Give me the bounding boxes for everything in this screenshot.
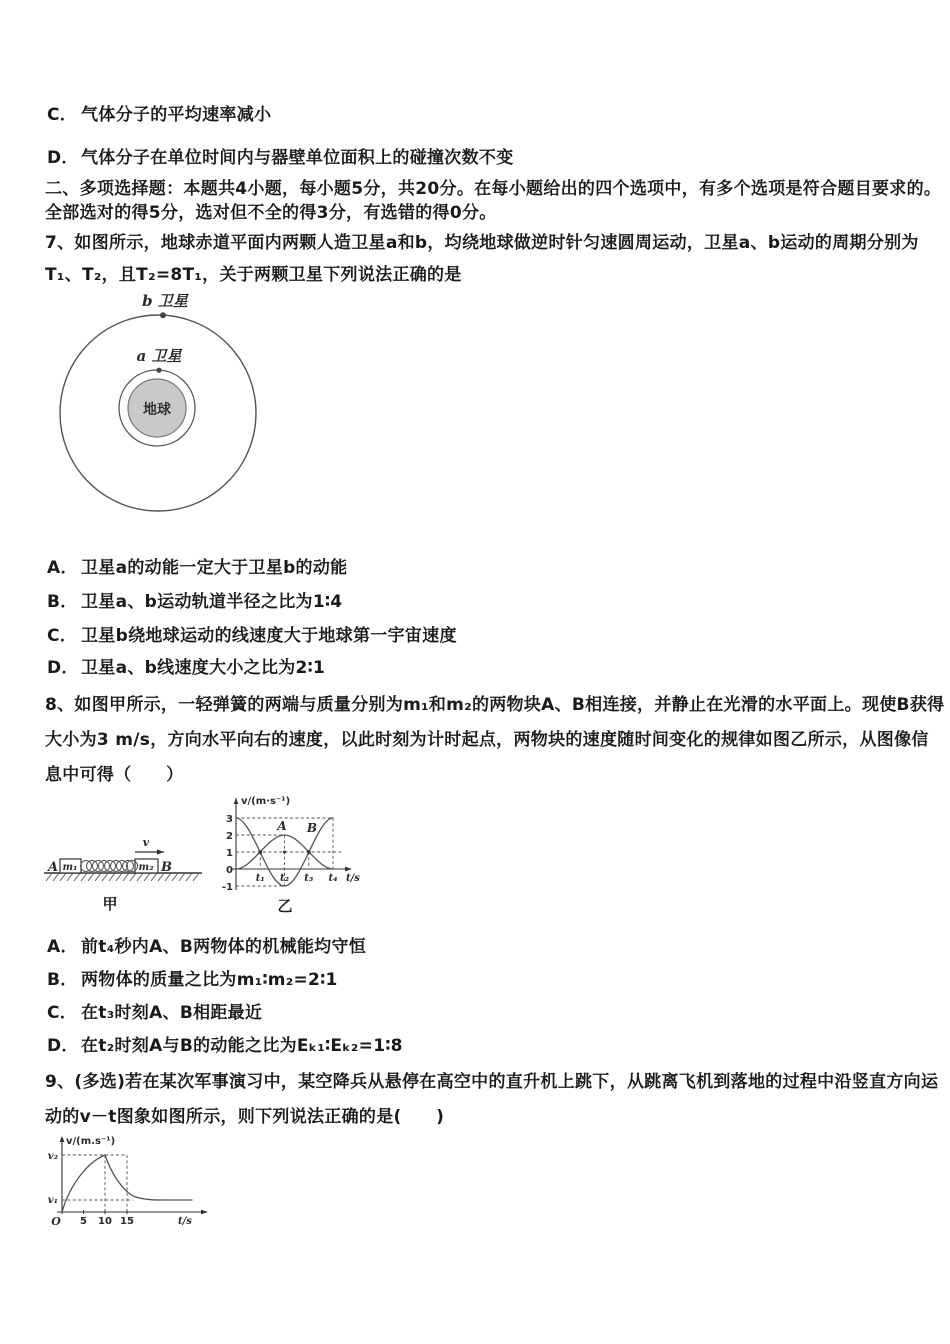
option-row — [47, 653, 325, 678]
option-label: D． — [47, 658, 79, 678]
option-label: B． — [47, 970, 78, 990]
figure-yi-caption: 乙 — [277, 897, 293, 915]
ground-hatching — [46, 873, 199, 881]
q8-spring-blocks-figure — [40, 833, 215, 893]
option-row — [47, 621, 457, 646]
v1-label: v₁ — [47, 1195, 58, 1206]
origin-label: O — [51, 1215, 61, 1228]
q7-stem-line1: 7、如图所示，地球赤道平面内两颗人造卫星a和b，均绕地球做逆时针匀速圆周运动，卫星a、b运动的周期分别为 — [45, 233, 919, 253]
xtick-t3: t₃ — [304, 873, 314, 884]
x-axis-arrowhead — [345, 867, 352, 872]
option-label: D． — [47, 1036, 79, 1056]
velocity-label: v — [142, 836, 150, 849]
ytick-3: 3 — [226, 814, 233, 825]
xtick-t2: t₂ — [280, 873, 289, 884]
section-header-line2: 全部选对的得5分，选对但不全的得3分，有选错的得0分。 — [45, 203, 497, 223]
ytick-2: 2 — [226, 831, 233, 842]
option-text: 气体分子在单位时间内与器壁单位面积上的碰撞次数不变 — [81, 148, 514, 168]
option-text: 在t₂时刻A与B的动能之比为Eₖ₁∶Eₖ₂=1∶8 — [81, 1036, 403, 1056]
option-label: C． — [47, 626, 78, 646]
block-B-label: B — [161, 860, 172, 875]
option-label: A． — [47, 937, 78, 957]
satellite-a-dot — [156, 368, 161, 373]
v2-label: v₂ — [47, 1151, 58, 1162]
q7-satellite-orbits-figure — [35, 293, 335, 543]
curve-A-label: A — [277, 819, 287, 833]
x-axis-label: t/s — [178, 1216, 192, 1227]
option-row — [47, 998, 262, 1023]
spring-coils — [81, 861, 138, 872]
option-row — [47, 932, 366, 957]
ytick-neg1: -1 — [221, 882, 233, 893]
option-text: 卫星a、b线速度大小之比为2∶1 — [81, 658, 326, 678]
option-label: B． — [47, 592, 78, 612]
satellite-a-label: a 卫星 — [136, 347, 182, 365]
q9-stem-line1: 9、(多选)若在某次军事演习中，某空降兵从悬停在高空中的直升机上跳下，从跳离飞机到落地的过程中沿竖直方向运 — [45, 1072, 939, 1092]
option-text: 卫星b绕地球运动的线速度大于地球第一宇宙速度 — [81, 626, 457, 646]
option-label: C． — [47, 105, 78, 125]
xtick-t1: t₁ — [255, 873, 265, 884]
curve-B-label: B — [306, 821, 318, 835]
ytick-0: 0 — [226, 865, 233, 876]
q8-stem-line3: 息中可得（ ） — [45, 765, 184, 785]
xtick-5: 5 — [80, 1216, 87, 1227]
q8-stem-line2: 大小为3 m/s，方向水平向右的速度，以此时刻为计时起点，两物块的速度随时间变化的规律如图乙所示，从图像信 — [45, 730, 929, 750]
x-axis-arrowhead — [201, 1210, 208, 1215]
q8-stem-line1: 8、如图甲所示，一轻弹簧的两端与质量分别为m₁和m₂的两物块A、B相连接，并静止在光滑的水平面上。现使B获得 — [45, 695, 945, 715]
option-label: D． — [47, 148, 79, 168]
option-text: 在t₃时刻A、B相距最近 — [81, 1003, 263, 1023]
mass-m2-label: m₂ — [138, 862, 154, 873]
y-axis-label: v/(m·s⁻¹) — [241, 796, 291, 807]
q7-stem-line2: T₁、T₂，且T₂=8T₁，关于两颗卫星下列说法正确的是 — [45, 265, 462, 285]
option-row — [47, 100, 271, 125]
option-text: 卫星a、b运动轨道半径之比为1∶4 — [81, 592, 343, 612]
center-dot-t2 — [283, 851, 286, 854]
block-A-label: A — [48, 860, 59, 875]
q9-vt-graph — [40, 1132, 230, 1232]
y-axis-arrowhead — [60, 1136, 65, 1142]
x-axis-label: t/s — [346, 873, 360, 884]
q9-stem-line2: 动的v－t图象如图所示，则下列说法正确的是( ) — [45, 1107, 445, 1127]
y-axis-arrowhead — [234, 798, 239, 804]
option-row — [47, 965, 338, 990]
xtick-10: 10 — [98, 1216, 112, 1227]
earth-label: 地球 — [143, 402, 171, 418]
satellite-b-label: b 卫星 — [142, 292, 188, 310]
section-header-line1: 二、多项选择题：本题共4小题，每小题5分，共20分。在每小题给出的四个选项中，有多个选项是符合题目要求的。 — [45, 179, 942, 199]
option-row — [47, 553, 347, 578]
option-row — [47, 587, 342, 612]
option-label: C． — [47, 1003, 78, 1023]
mass-m1-label: m₁ — [62, 862, 78, 873]
velocity-arrowhead — [157, 849, 164, 854]
grid-dashed-lines — [62, 1155, 133, 1212]
q8-vt-graph — [221, 790, 375, 902]
xtick-15: 15 — [120, 1216, 134, 1227]
crossing-dot-t1 — [259, 850, 263, 854]
option-row — [47, 143, 514, 168]
ytick-1: 1 — [226, 848, 233, 859]
option-text: 气体分子的平均速率减小 — [81, 105, 272, 125]
satellite-b-dot — [160, 312, 166, 318]
option-row — [47, 1031, 403, 1056]
option-text: 前t₄秒内A、B两物体的机械能均守恒 — [81, 937, 367, 957]
xtick-t4: t₄ — [328, 873, 338, 884]
figure-jia-caption: 甲 — [102, 895, 118, 913]
y-axis-label: v/(m.s⁻¹) — [66, 1136, 116, 1147]
option-text: 卫星a的动能一定大于卫星b的动能 — [81, 558, 348, 578]
option-label: A． — [47, 558, 78, 578]
option-text: 两物体的质量之比为m₁∶m₂=2∶1 — [81, 970, 338, 990]
crossing-dot-t3 — [307, 850, 311, 854]
